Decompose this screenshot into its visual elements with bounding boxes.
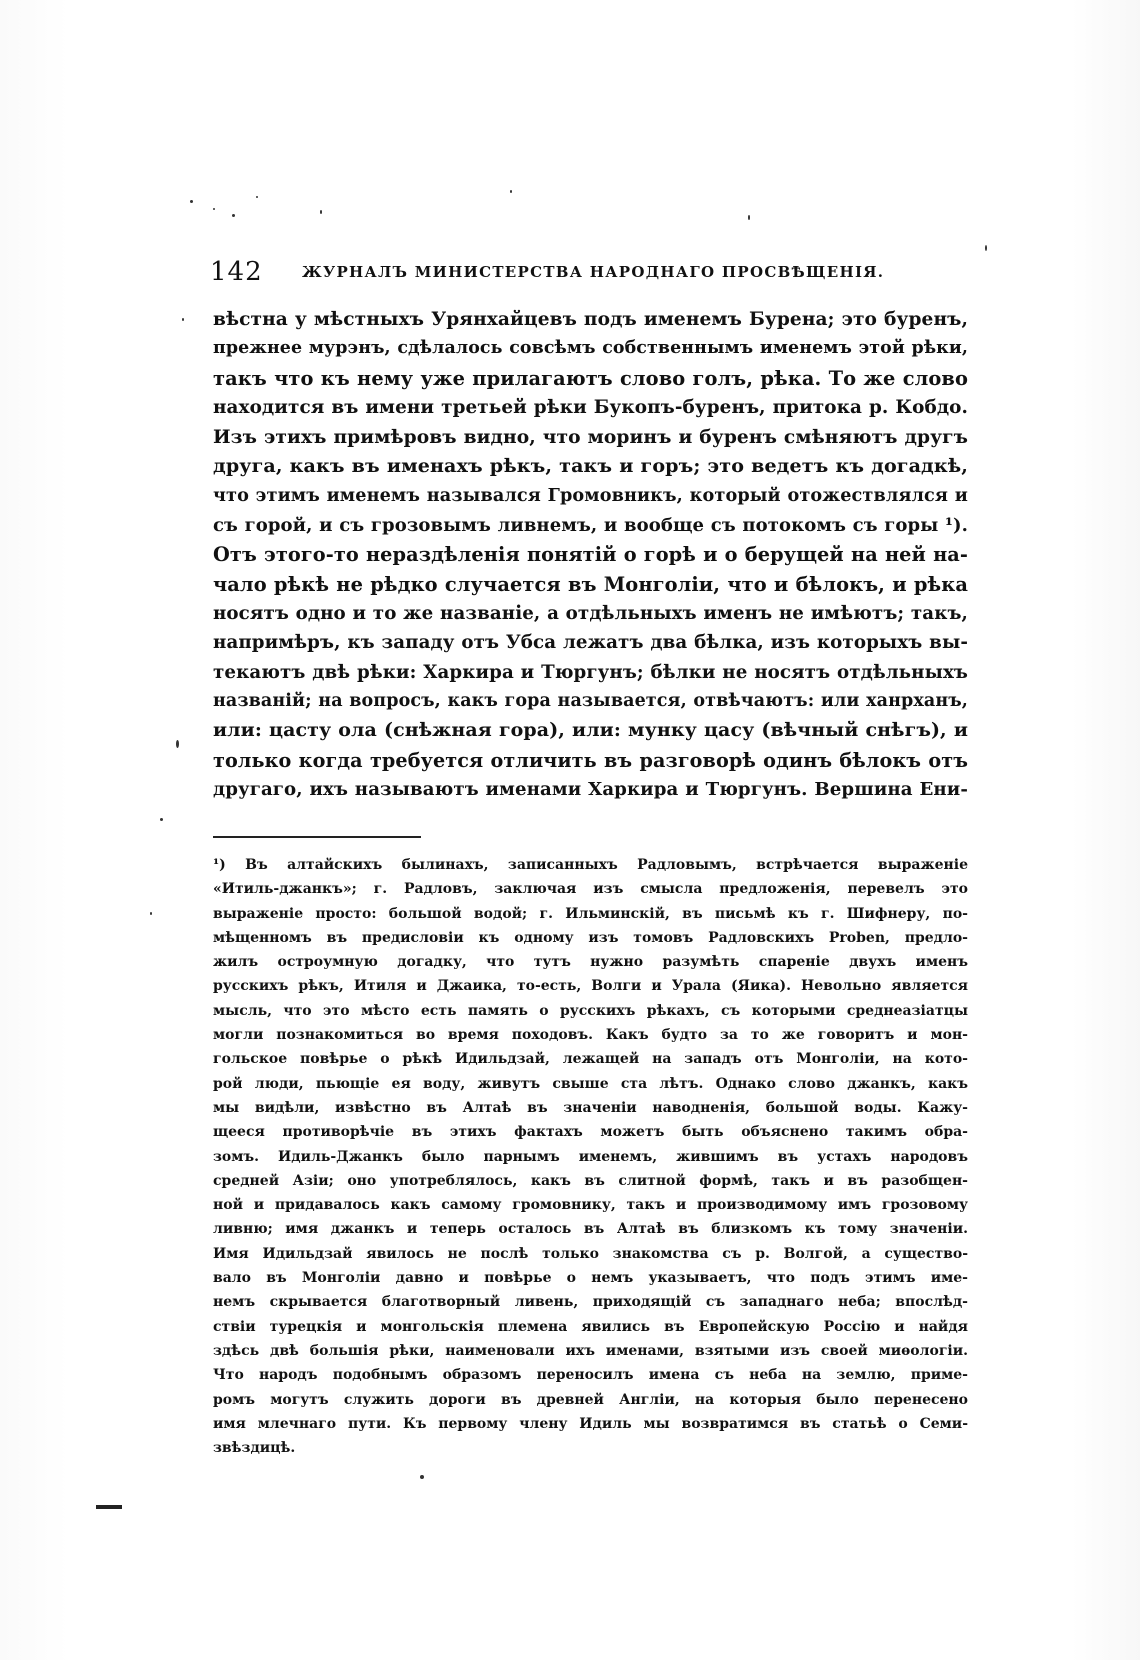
footnote-line: ромъ могутъ служить дороги въ древней Англіи, на которыя было перенесено <box>213 1391 968 1408</box>
main-text-line: только когда требуется отличить въ разговорѣ одинъ бѣлокъ отъ <box>213 748 968 772</box>
main-text-line: Отъ этого-то нераздѣленія понятій о горѣ и о берущей на ней на- <box>213 543 968 567</box>
footnote-line: рой люди, пьющіе ея воду, живутъ свыше ста лѣтъ. Однако слово джанкъ, какъ <box>213 1075 968 1092</box>
main-text-line: вѣстна у мѣстныхъ Урянхайцевъ подъ именемъ Бурена; это буренъ, <box>213 309 968 330</box>
footnote-block <box>213 853 968 1460</box>
main-text-line: друга, какъ въ именахъ рѣкъ, такъ и горъ; это ведетъ къ догадкѣ, <box>213 454 968 477</box>
scan-speck <box>182 318 184 321</box>
scan-speck <box>420 1475 424 1479</box>
footnote-line: «Итиль-джанкъ»; г. Радловъ, заключая изъ смысла предложенія, перевелъ это <box>213 881 968 898</box>
footnote-line: гольское повѣрье о рѣкѣ Идильдзай, лежащей на западъ отъ Монголіи, на кото- <box>213 1051 968 1068</box>
main-text-line: напримѣръ, къ западу отъ Убса лежатъ два бѣлка, изъ которыхъ вы- <box>213 632 968 654</box>
main-text-line: чало рѣкѣ не рѣдко случается въ Монголіи, что и бѣлокъ, и рѣка <box>213 572 968 596</box>
main-text-line: такъ что къ нему уже прилагаютъ слово голъ, рѣка. То же слово <box>213 366 968 390</box>
main-text-line: находится въ имени третьей рѣки Букопъ-буренъ, притока р. Кобдо. <box>213 397 968 419</box>
main-text-line: носятъ одно и то же названіе, а отдѣльныхъ именъ не имѣютъ; такъ, <box>213 602 968 624</box>
footnote-line: жилъ остроумную догадку, что тутъ нужно разумѣть спареніе двухъ именъ <box>213 954 968 971</box>
footnote-line: вало въ Монголіи давно и повѣрье о немъ указываетъ, что подъ этимъ име- <box>213 1270 968 1287</box>
footnote-line: звѣздицѣ. <box>213 1440 296 1457</box>
main-text-line: названій; на вопросъ, какъ гора называется, отвѣчаютъ: или ханрханъ, <box>213 691 968 712</box>
footnote-line: Что народъ подобнымъ образомъ переносилъ имена съ неба на землю, приме- <box>213 1367 968 1384</box>
scan-speck <box>150 912 152 915</box>
scan-speck <box>160 818 163 821</box>
scan-speck <box>748 215 750 220</box>
footnote-line: ¹) Въ алтайскихъ былинахъ, записанныхъ Радловымъ, встрѣчается выраженіе <box>213 857 968 873</box>
footnote-line: ной и придавалось какъ самому громовнику, такъ и производимому имъ грозовому <box>213 1197 968 1214</box>
main-text-line: что этимъ именемъ назывался Громовникъ, который отожествлялся и <box>213 485 968 507</box>
footnote-line: зомъ. Идиль-Джанкъ было парнымъ именемъ, жившимъ въ устахъ народовъ <box>213 1148 968 1165</box>
footnote-line: русскихъ рѣкъ, Итиля и Джаика, то-есть, Волги и Урала (Яика). Невольно является <box>213 978 968 995</box>
main-text-line: прежнее мурэнъ, сдѣлалось совсѣмъ собственнымъ именемъ этой рѣки, <box>213 338 968 359</box>
scan-speck <box>510 190 512 193</box>
footnote-line: мы видѣли, извѣстно въ Алтаѣ въ значеніи наводненія, большой воды. Кажу- <box>213 1099 968 1116</box>
main-text-line: Изъ этихъ примѣровъ видно, что моринъ и буренъ смѣняютъ другъ <box>213 426 968 448</box>
scan-mark <box>96 1505 122 1509</box>
main-text-block <box>213 305 968 805</box>
scan-speck <box>176 740 179 748</box>
page-header <box>210 257 950 291</box>
scan-speck <box>213 208 215 210</box>
scan-speck <box>985 245 987 251</box>
main-text-line: другаго, ихъ называютъ именами Харкира и Тюргунъ. Вершина Ени- <box>213 779 968 801</box>
footnote-line: средней Азіи; оно употреблялось, какъ въ слитной формѣ, такъ и въ разобщен- <box>213 1172 968 1189</box>
page-number: 142 <box>210 257 263 287</box>
footnote-line: ствіи турецкія и монгольскія племена явились въ Европейскую Россію и найдя <box>213 1318 968 1335</box>
footnote-line: ливню; имя джанкъ и теперь осталось въ Алтаѣ въ близкомъ къ тому значеніи. <box>213 1221 968 1238</box>
footnote-line: могли познакомиться во время походовъ. Какъ будто за то же говоритъ и мон- <box>213 1027 968 1044</box>
scan-speck <box>232 214 235 217</box>
footnote-line: немъ скрывается благотворный ливень, приходящій съ западнаго неба; впослѣд- <box>213 1294 968 1311</box>
footnote-divider <box>213 836 421 838</box>
scan-speck <box>190 200 193 203</box>
footnote-line: Имя Идильдзай явилось не послѣ только знакомства съ р. Волгой, а существо- <box>213 1245 968 1262</box>
scan-speck <box>256 196 258 198</box>
footnote-line: здѣсь двѣ большія рѣки, наименовали ихъ именами, взятыми изъ своей миѳологіи. <box>213 1342 968 1359</box>
main-text-line: съ горой, и съ грозовымъ ливнемъ, и вообще съ потокомъ съ горы ¹). <box>213 514 968 536</box>
footnote-line: щееся противорѣчіе въ этихъ фактахъ можетъ быть объяснено такимъ обра- <box>213 1124 968 1141</box>
footnote-line: мысль, что это мѣсто есть память о русскихъ рѣкахъ, съ которыми среднеазіатцы <box>213 1002 968 1019</box>
main-text-line: или: цасту ола (снѣжная гора), или: мунку цасу (вѣчный снѣгъ), и <box>213 719 968 742</box>
scan-speck <box>320 210 322 214</box>
main-text-line: текаютъ двѣ рѣки: Харкира и Тюргунъ; бѣлки не носятъ отдѣльныхъ <box>213 661 968 683</box>
footnote-line: выраженіе просто: большой водой; г. Ильминскій, въ письмѣ къ г. Шифнеру, по- <box>213 905 968 922</box>
footnote-line: мѣщенномъ въ предисловіи къ одному изъ томовъ Радловскихъ Proben, предло- <box>213 929 968 946</box>
running-head: ЖУРНАЛЪ МИНИСТЕРСТВА НАРОДНАГО ПРОСВѢЩЕНІЯ. <box>302 263 885 281</box>
footnote-line: имя млечнаго пути. Къ первому члену Идиль мы возвратимся въ статьѣ о Семи- <box>213 1415 968 1432</box>
